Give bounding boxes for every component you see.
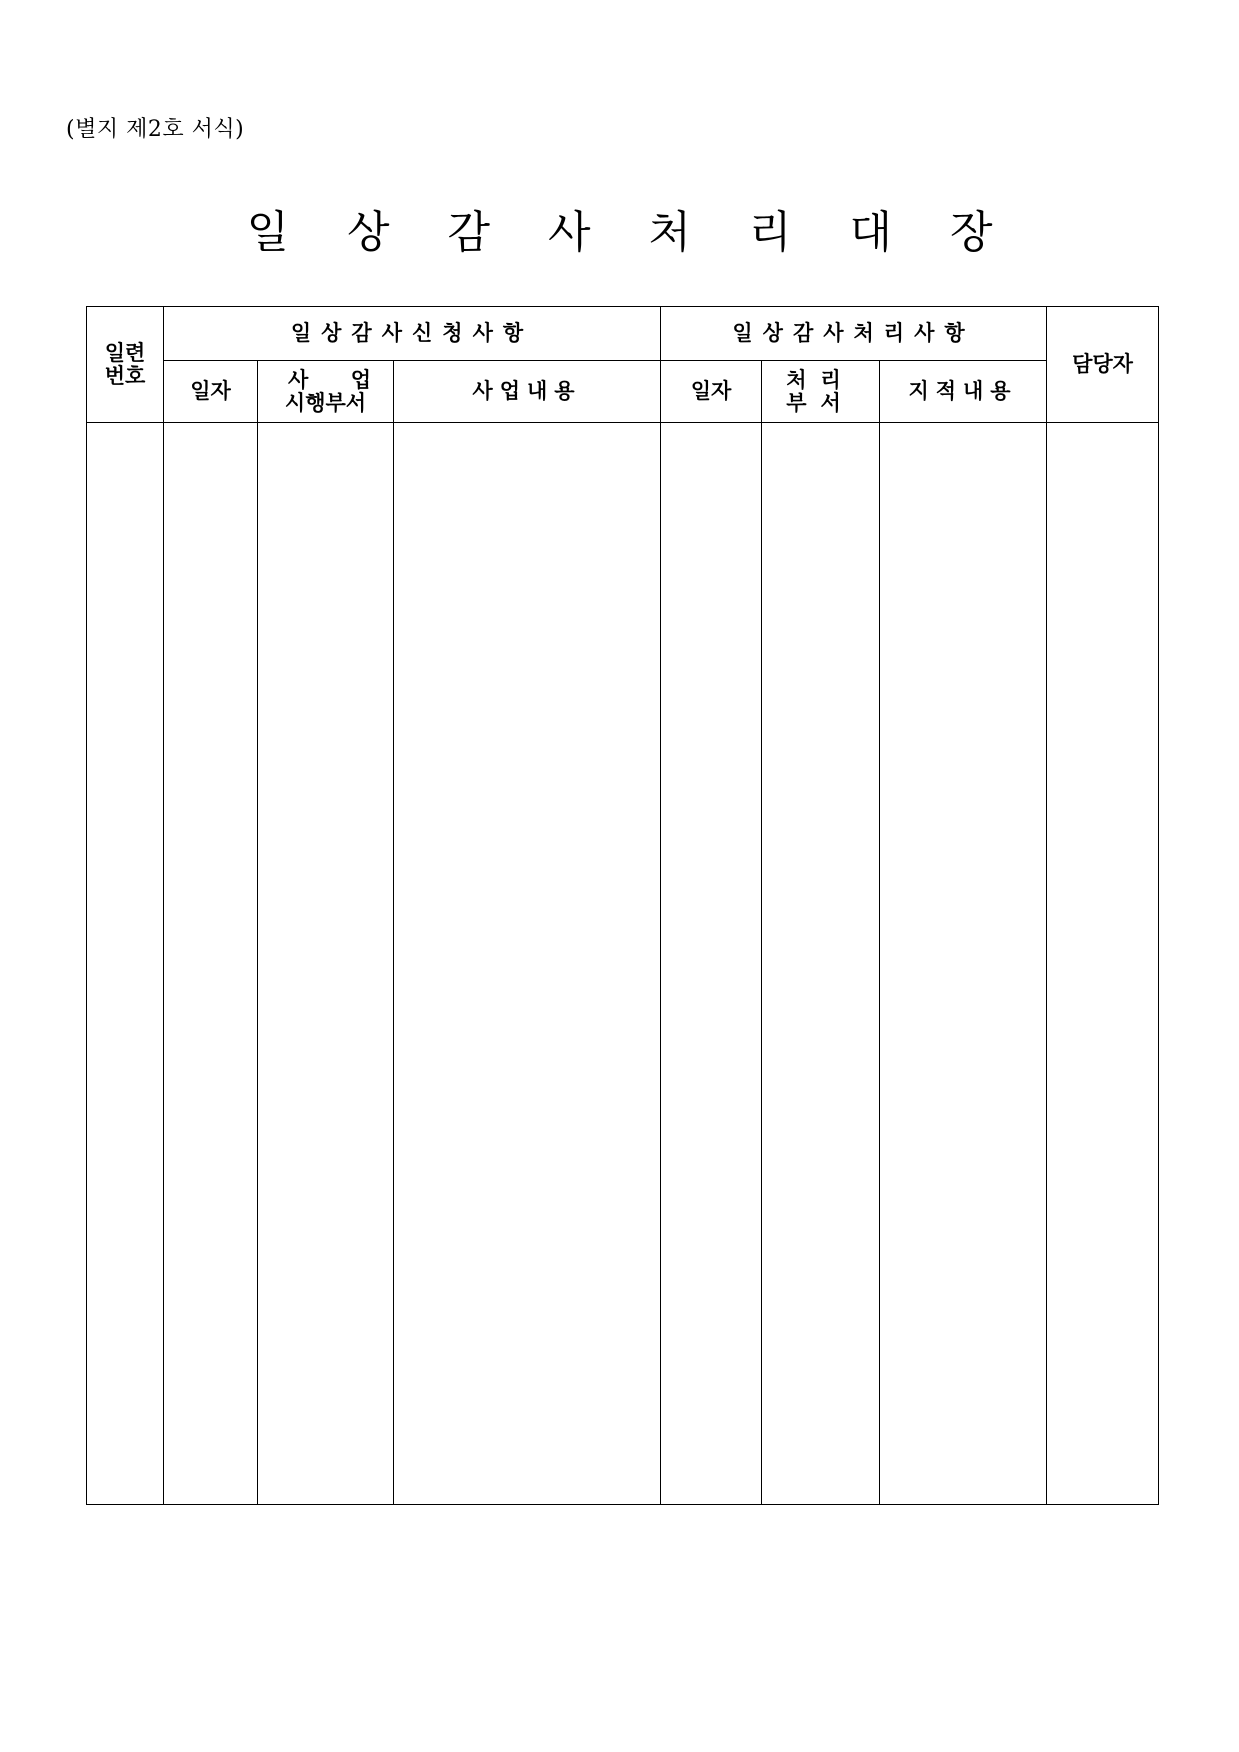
header-request-dept-line1 — [258, 369, 393, 391]
header-process-dept-line1: 처리 — [786, 368, 855, 393]
header-request-dept-line2: 시행부서 — [284, 390, 367, 415]
cell-request-dept[interactable] — [258, 423, 394, 1505]
cell-request-date[interactable] — [164, 423, 258, 1505]
header-request-dept-line1-b: 업 — [350, 368, 371, 393]
cell-process-content[interactable] — [880, 423, 1047, 1505]
header-request-content: 사업내용 — [394, 361, 661, 423]
header-serial-line1: 일련 — [104, 341, 146, 366]
header-process-content: 지적내용 — [880, 361, 1047, 423]
header-request-dept — [258, 361, 394, 423]
header-process-dept-line2: 부서 — [786, 390, 855, 415]
cell-process-date[interactable] — [661, 423, 762, 1505]
form-reference: (별지 제2호 서식) — [66, 117, 245, 142]
header-row-groups — [87, 307, 1159, 361]
header-serial-line2: 번호 — [104, 363, 146, 388]
header-request-group: 일상감사신청사항 — [164, 307, 661, 361]
header-row-columns — [87, 361, 1159, 423]
header-request-dept-line1-a: 사 — [288, 368, 309, 393]
header-process-date: 일자 — [661, 361, 762, 423]
cell-process-dept[interactable] — [762, 423, 880, 1505]
document-title: 일 상 감 사 처 리 대 장 — [246, 207, 1015, 258]
table-body-row — [87, 423, 1159, 1505]
header-process-dept — [762, 361, 880, 423]
header-manager: 담당자 — [1047, 307, 1159, 423]
header-request-date: 일자 — [164, 361, 258, 423]
audit-ledger-table — [86, 306, 1159, 1505]
cell-request-content[interactable] — [394, 423, 661, 1505]
header-serial-number — [87, 307, 164, 423]
cell-serial[interactable] — [87, 423, 164, 1505]
cell-manager[interactable] — [1047, 423, 1159, 1505]
header-process-group: 일상감사처리사항 — [661, 307, 1047, 361]
